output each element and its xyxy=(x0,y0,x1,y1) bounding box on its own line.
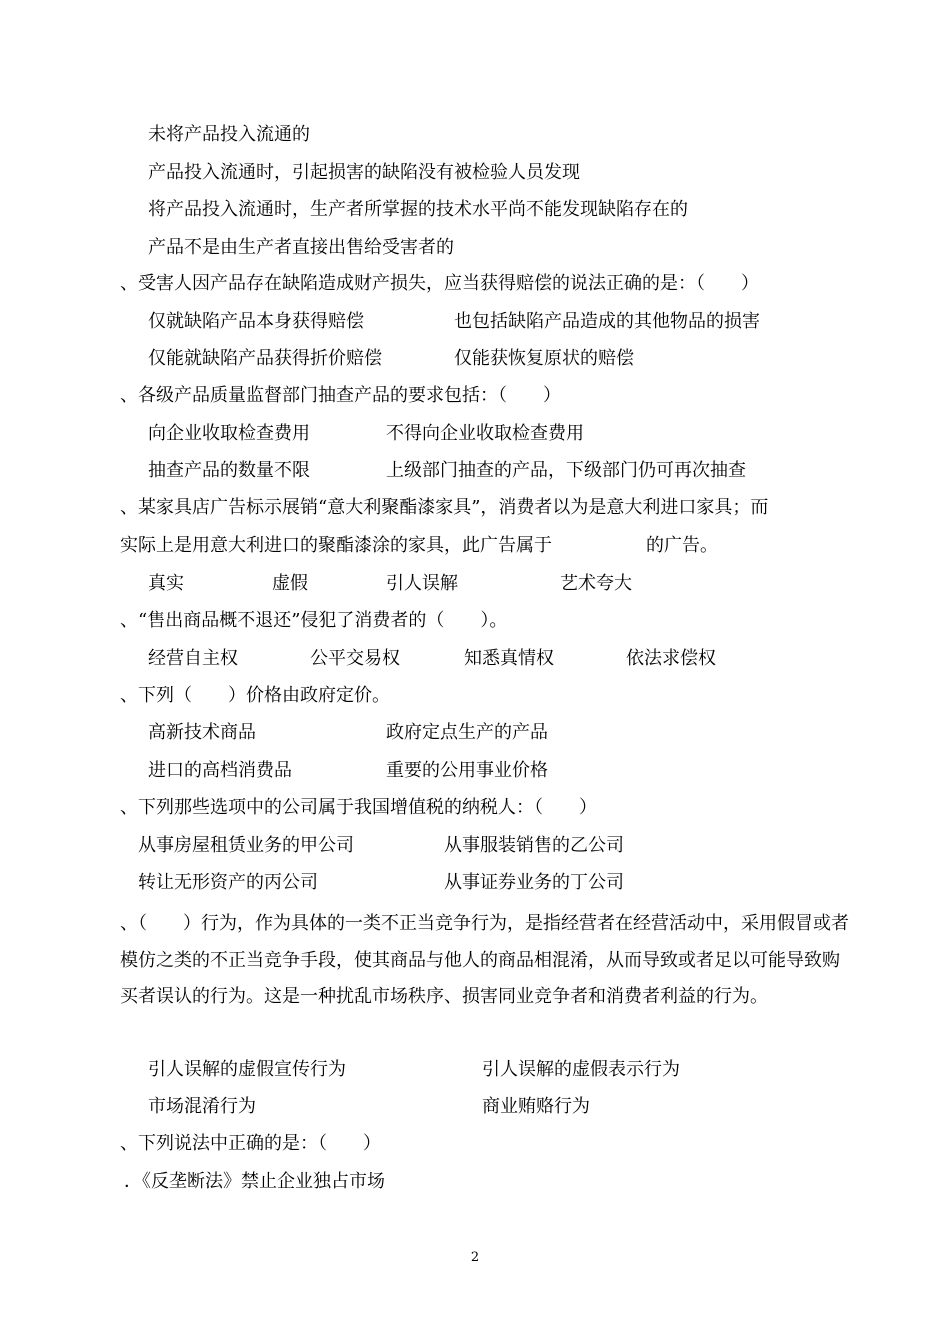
question-stem: 的广告。 xyxy=(646,535,718,556)
question-option: 抽查产品的数量不限 xyxy=(148,460,310,481)
question-option: ．《反垄断法》禁止企业独占市场 xyxy=(124,1171,385,1192)
answer-option-line: 将产品投入流通时，生产者所掌握的技术水平尚不能发现缺陷存在的 xyxy=(148,199,688,220)
question-option: 进口的高档消费品 xyxy=(148,760,292,781)
question-option: 经营自主权 xyxy=(148,648,238,669)
answer-option-line: 产品投入流通时，引起损害的缺陷没有被检验人员发现 xyxy=(148,162,580,183)
question-option: 政府定点生产的产品 xyxy=(386,722,548,743)
question-option: 仅能就缺陷产品获得折价赔偿 xyxy=(148,348,382,369)
question-option: 上级部门抽查的产品，下级部门仍可再次抽查 xyxy=(386,460,746,481)
question-option: 市场混淆行为 xyxy=(148,1096,256,1117)
question-option: 公平交易权 xyxy=(310,648,400,669)
question-stem: 、（ ）行为，作为具体的一类不正当竞争行为，是指经营者在经营活动中，采用假冒或者模仿之类的不正当竞争手段，使其商品与他人的商品相混淆，从而导致或者足以可能导致购买者误认的行为。这是一种扰乱市场秩序、损害同业竞争者和消费者利益的行为。 xyxy=(120,913,849,1007)
question-option: 知悉真情权 xyxy=(464,648,554,669)
question-option: 引人误解的虚假宣传行为 xyxy=(148,1059,346,1080)
question-option: 高新技术商品 xyxy=(148,722,256,743)
question-option: 重要的公用事业价格 xyxy=(386,760,548,781)
question-option: 向企业收取检查费用 xyxy=(148,423,310,444)
question-option: 商业贿赂行为 xyxy=(482,1096,590,1117)
question-option: 依法求偿权 xyxy=(626,648,716,669)
question-option: 不得向企业收取检查费用 xyxy=(386,423,584,444)
question-option: 艺术夸大 xyxy=(560,573,632,594)
question-option: 也包括缺陷产品造成的其他物品的损害 xyxy=(454,311,760,332)
question-option: 真实 xyxy=(148,573,184,594)
question-option: 引人误解 xyxy=(386,573,458,594)
question-stem: 、下列（ ）价格由政府定价。 xyxy=(120,685,390,706)
question-stem: 、受害人因产品存在缺陷造成财产损失，应当获得赔偿的说法正确的是：（ ） xyxy=(120,273,759,294)
question-option: 从事房屋租赁业务的甲公司 xyxy=(138,835,354,856)
answer-option-line: 产品不是由生产者直接出售给受害者的 xyxy=(148,237,454,258)
question-option: 从事服装销售的乙公司 xyxy=(444,835,624,856)
page-number: 2 xyxy=(470,1250,480,1265)
question-stem: 、“售出商品概不退还”侵犯了消费者的（ ）。 xyxy=(120,610,508,631)
question-option: 仅能获恢复原状的赔偿 xyxy=(454,348,634,369)
question-option: 从事证券业务的丁公司 xyxy=(444,872,624,893)
question-option: 引人误解的虚假表示行为 xyxy=(482,1059,680,1080)
question-stem: 、某家具店广告标示展销“意大利聚酯漆家具”，消费者以为是意大利进口家具；而 xyxy=(120,497,769,518)
question-stem: 、各级产品质量监督部门抽查产品的要求包括：（ ） xyxy=(120,385,561,406)
question-stem: 实际上是用意大利进口的聚酯漆涂的家具，此广告属于 xyxy=(120,535,552,556)
question-stem: 、下列说法中正确的是：（ ） xyxy=(120,1133,381,1154)
answer-option-line: 未将产品投入流通的 xyxy=(148,124,310,145)
question-option: 仅就缺陷产品本身获得赔偿 xyxy=(148,311,364,332)
question-stem: 、下列那些选项中的公司属于我国增值税的纳税人：（ ） xyxy=(120,797,597,818)
question-option: 虚假 xyxy=(272,573,308,594)
question-option: 转让无形资产的丙公司 xyxy=(138,872,318,893)
